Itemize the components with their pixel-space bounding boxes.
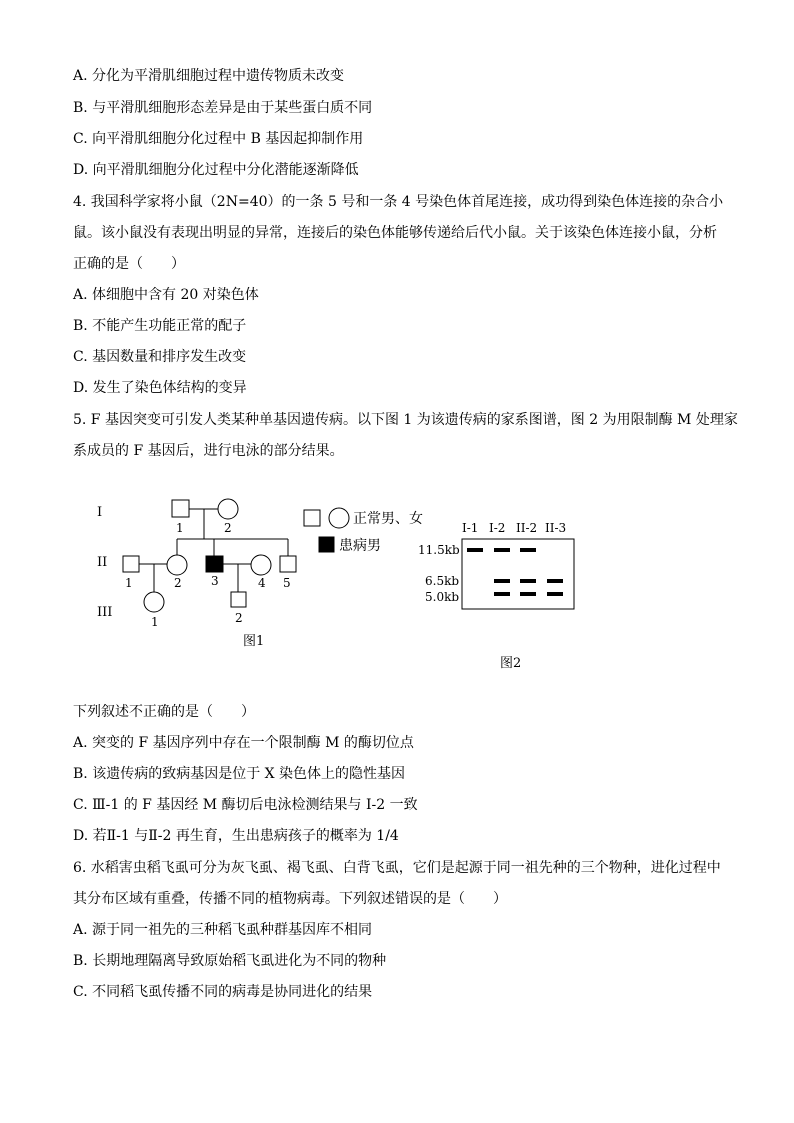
generation-label-ii: II (97, 555, 108, 570)
size-label-11-5kb: 11.5kb (418, 543, 460, 557)
pedigree-ii5-male (280, 556, 296, 572)
label-ii2: 2 (174, 576, 182, 590)
label-ii3: 3 (211, 574, 219, 588)
pedigree-i1-male (172, 500, 189, 517)
q5-option-a: A. 突变的 F 基因序列中存在一个限制酶 M 的酶切位点 (73, 735, 414, 751)
q5-option-d: D. 若Ⅱ-1 与Ⅱ-2 再生育，生出患病孩子的概率为 1/4 (73, 828, 399, 844)
q5-stem-line-2: 系成员的 F 基因后，进行电泳的部分结果。 (73, 443, 344, 459)
band-ii2-6-5kb (520, 579, 536, 583)
lane-label-i2: I-2 (489, 521, 506, 535)
pedigree-ii4-female (251, 555, 271, 575)
q6-stem-line-2: 其分布区域有重叠，传播不同的植物病毒。下列叙述错误的是（ ） (73, 891, 507, 907)
legend-normal-label: 正常男、女 (353, 511, 423, 527)
legend-affected-male-icon (319, 537, 334, 552)
q3-option-b: B. 与平滑肌细胞形态差异是由于某些蛋白质不同 (73, 100, 373, 116)
size-label-6-5kb: 6.5kb (425, 574, 460, 588)
band-ii3-6-5kb (547, 579, 563, 583)
q6-option-c: C. 不同稻飞虱传播不同的病毒是协同进化的结果 (73, 984, 373, 1000)
q4-stem-line-1: 4. 我国科学家将小鼠（2N=40）的一条 5 号和一条 4 号染色体首尾连接，成功得到染色体连接的杂合小 (73, 194, 724, 210)
pedigree-ii2-female (167, 555, 187, 575)
pedigree-ii1-male (123, 556, 139, 572)
legend-normal-female-icon (329, 508, 349, 528)
q6-stem-line-1: 6. 水稻害虫稻飞虱可分为灰飞虱、褐飞虱、白背飞虱，它们是起源于同一祖先种的三个物种，进化过程中 (73, 860, 721, 876)
size-label-5-0kb: 5.0kb (425, 590, 460, 604)
q5-option-b: B. 该遗传病的致病基因是位于 X 染色体上的隐性基因 (73, 766, 406, 782)
label-ii4: 4 (258, 576, 266, 590)
generation-label-iii: III (97, 605, 113, 620)
figure1-caption: 图1 (243, 634, 265, 649)
band-ii3-5-0kb (547, 592, 563, 596)
pedigree-iii1-female (144, 592, 164, 612)
label-i2: 2 (224, 521, 232, 535)
q5-stem-line-1: 5. F 基因突变可引发人类某种单基因遗传病。以下图 1 为该遗传病的家系图谱，图 2 为用限制酶 M 处理家 (73, 412, 738, 428)
q6-option-a: A. 源于同一祖先的三种稻飞虱种群基因库不相同 (73, 922, 373, 938)
band-i2-6-5kb (494, 579, 510, 583)
q5-question: 下列叙述不正确的是（ ） (73, 704, 255, 720)
band-i2-5-0kb (494, 592, 510, 596)
figure2-caption: 图2 (500, 656, 522, 671)
legend-affected-label: 患病男 (339, 538, 381, 554)
pedigree-iii2-male (231, 592, 246, 607)
lane-label-i1: I-1 (462, 521, 479, 535)
pedigree-ii3-affected-male (206, 556, 223, 572)
label-ii5: 5 (283, 576, 291, 590)
q4-option-b: B. 不能产生功能正常的配子 (73, 318, 247, 334)
generation-label-i: I (97, 505, 103, 520)
label-iii2: 2 (235, 611, 243, 625)
label-ii1: 1 (125, 576, 133, 590)
lane-label-ii3: II-3 (545, 521, 567, 535)
q3-option-d: D. 向平滑肌细胞分化过程中分化潜能逐渐降低 (73, 162, 359, 178)
legend-normal-male-icon (304, 510, 320, 526)
q3-option-a: A. 分化为平滑肌细胞过程中遗传物质未改变 (73, 68, 345, 84)
band-i1-11-5kb (467, 548, 483, 552)
label-iii1: 1 (151, 615, 159, 629)
band-ii2-11-5kb (520, 548, 536, 552)
q6-option-b: B. 长期地理隔离导致原始稻飞虱进化为不同的物种 (73, 953, 387, 969)
q5-option-c: C. Ⅲ-1 的 F 基因经 M 酶切后电泳检测结果与 I-2 一致 (73, 797, 418, 813)
q4-option-c: C. 基因数量和排序发生改变 (73, 349, 247, 365)
q4-option-d: D. 发生了染色体结构的变异 (73, 380, 247, 396)
label-i1: 1 (176, 521, 184, 535)
q4-stem-line-2: 鼠。该小鼠没有表现出明显的异常，连接后的染色体能够传递给后代小鼠。关于该染色体连接小鼠，分析 (73, 225, 717, 241)
band-i2-11-5kb (494, 548, 510, 552)
q4-option-a: A. 体细胞中含有 20 对染色体 (73, 287, 259, 303)
pedigree-i2-female (218, 499, 238, 519)
band-ii2-5-0kb (520, 592, 536, 596)
q3-option-c: C. 向平滑肌细胞分化过程中 B 基因起抑制作用 (73, 131, 364, 147)
lane-label-ii2: II-2 (516, 521, 538, 535)
q4-stem-line-3: 正确的是（ ） (73, 256, 185, 272)
